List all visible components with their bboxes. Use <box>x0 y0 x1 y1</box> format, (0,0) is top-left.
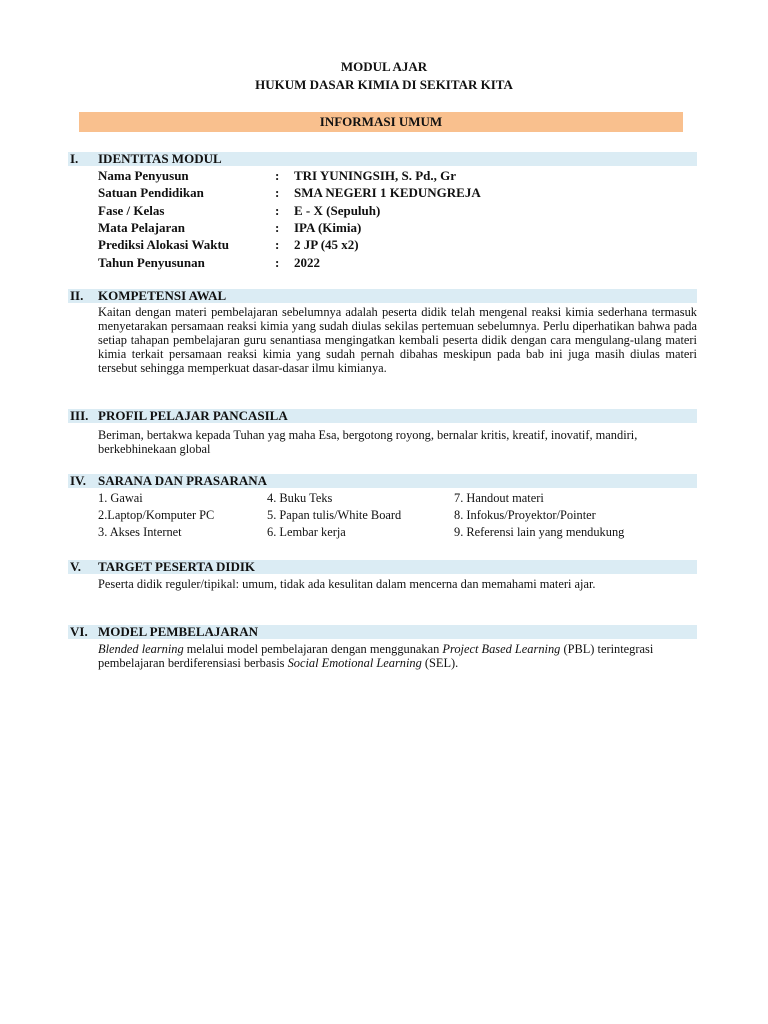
identity-label: Nama Penyusun <box>98 168 189 183</box>
section-title-sarana: SARANA DAN PRASARANA <box>98 473 268 488</box>
identity-value: SMA NEGERI 1 KEDUNGREJA <box>294 185 481 200</box>
identity-value: TRI YUNINGSIH, S. Pd., Gr <box>294 168 457 183</box>
identity-label: Prediksi Alokasi Waktu <box>98 237 230 252</box>
identity-value: 2 JP (45 x2) <box>294 237 359 252</box>
colon: : <box>275 220 280 235</box>
sarana-item: 2.Laptop/Komputer PC <box>98 508 215 522</box>
colon: : <box>275 237 280 252</box>
sarana-item: 7. Handout materi <box>454 491 544 505</box>
model-term: Blended learning <box>98 642 184 656</box>
identity-value: IPA (Kimia) <box>294 220 362 235</box>
colon: : <box>275 185 280 200</box>
sarana-item: 5. Papan tulis/White Board <box>267 508 402 522</box>
section-number: I. <box>70 151 79 166</box>
sarana-item: 6. Lembar kerja <box>267 525 346 539</box>
profil-paragraph: Beriman, bertakwa kepada Tuhan yag maha Esa, bergotong royong, bernalar kritis, kreatif, inovatif, mandiri, berkebhinekaan global <box>98 428 638 456</box>
section-number: IV. <box>70 473 87 488</box>
model-text: melalui model pembelajaran dengan menggunakan <box>183 642 443 656</box>
section-title-target: TARGET PESERTA DIDIK <box>98 559 256 574</box>
colon: : <box>275 255 280 270</box>
model-term: Project Based Learning <box>442 642 561 656</box>
identity-label: Fase / Kelas <box>98 203 165 218</box>
identity-value: 2022 <box>294 255 320 270</box>
model-paragraph <box>98 642 678 670</box>
sarana-item: 8. Infokus/Proyektor/Pointer <box>454 508 596 522</box>
sarana-item: 4. Buku Teks <box>267 491 333 505</box>
identity-label: Tahun Penyusunan <box>98 255 205 270</box>
colon: : <box>275 168 280 183</box>
section-title-model: MODEL PEMBELAJARAN <box>98 624 258 639</box>
section-number: II. <box>70 288 84 303</box>
colon: : <box>275 203 280 218</box>
model-text: (SEL). <box>421 656 459 670</box>
identity-label: Satuan Pendidikan <box>98 185 204 200</box>
section-banner: INFORMASI UMUM <box>79 112 683 132</box>
sarana-item: 1. Gawai <box>98 491 143 505</box>
section-number: VI. <box>70 624 88 639</box>
identity-label: Mata Pelajaran <box>98 220 186 235</box>
section-number: V. <box>70 559 81 574</box>
document-title: MODUL AJAR <box>340 59 428 74</box>
identity-value: E - X (Sepuluh) <box>294 203 381 218</box>
kompetensi-paragraph: Kaitan dengan materi pembelajaran sebelumnya adalah peserta didik telah mengenal reaksi kimia sederhana termasuk menyetarakan persamaan reaksi kimia yang sudah diulas sekilas pertemuan sebelumnya. Perlu diperhatikan bahwa pada setiap tahapan pembelajaran guru senantiasa mengingatkan kembali peserta didik dengan cara mengulang-ulang materi kimia terkait persamaan reaksi kimia yang sudah pernah dibahas meskipun pada bab ini juga masih diulas materi tersebut sehingga memperkuat dasar-dasar ilmu kimianya. <box>98 305 697 375</box>
sarana-item: 3. Akses Internet <box>98 525 182 539</box>
target-paragraph: Peserta didik reguler/tipikal: umum, tidak ada kesulitan dalam mencerna dan memahami materi ajar. <box>98 577 596 591</box>
document-subtitle: HUKUM DASAR KIMIA DI SEKITAR KITA <box>255 77 513 92</box>
section-title-kompetensi: KOMPETENSI AWAL <box>98 288 227 303</box>
model-term: Social Emotional Learning <box>287 656 422 670</box>
model-text: (PBL) terintegrasi pembelajaran berdiferensiasi berbasis <box>98 642 654 670</box>
section-title-identitas: IDENTITAS MODUL <box>98 151 222 166</box>
section-title-profil: PROFIL PELAJAR PANCASILA <box>98 408 288 423</box>
sarana-item: 9. Referensi lain yang mendukung <box>454 525 625 539</box>
section-number: III. <box>70 408 89 423</box>
